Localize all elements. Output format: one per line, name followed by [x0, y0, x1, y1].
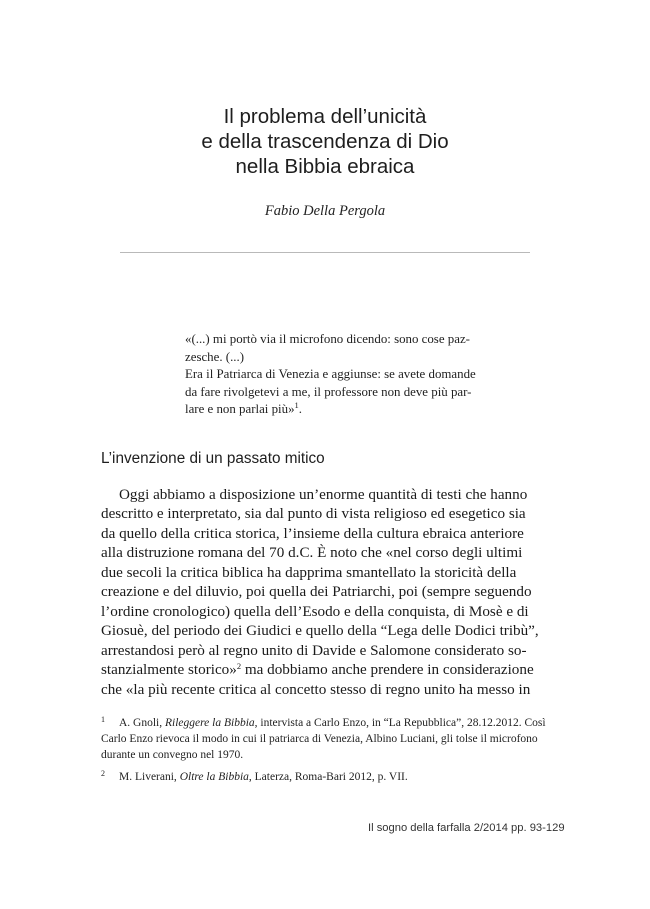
- body-line: creazione e del diluvio, poi quella dei Patriarchi, poi (sempre seguendo: [101, 583, 532, 601]
- epigraph: [185, 331, 530, 419]
- footnote-1-line: durante un convegno nel 1970.: [101, 749, 244, 761]
- footnote-work: Oltre la Bibbia: [179, 771, 249, 783]
- body-line: che «la più recente critica al concetto stesso di regno unito ha messo in: [101, 680, 531, 698]
- title-line: nella Bibbia ebraica: [235, 155, 415, 178]
- article-title: [0, 104, 650, 179]
- footnote-1: [101, 712, 549, 731]
- body-text: ma dobbiamo anche prendere in considerazione: [241, 661, 534, 679]
- journal-footer: Il sogno della farfalla 2/2014 pp. 93-129: [368, 822, 565, 834]
- body-line: descritto e interpretato, sia dal punto di vista religioso ed esegetico sia: [101, 505, 526, 523]
- epigraph-text: lare e non parlai più»: [185, 402, 295, 417]
- footnote-author: M. Liverani,: [119, 771, 180, 783]
- section-heading: L’invenzione di un passato mitico: [101, 450, 325, 467]
- title-line: Il problema dell’unicità: [223, 105, 427, 128]
- epigraph-line: «(...) mi portò via il microfono dicendo: sono cose paz-: [185, 332, 470, 346]
- body-line: [101, 660, 549, 679]
- epigraph-line-last: [185, 401, 530, 419]
- epigraph-line: zesche. (...): [185, 349, 245, 364]
- body-line: l’ordine cronologico) quella dell’Esodo e della conquista, di Mosè e di: [101, 602, 529, 620]
- body-line: Giosuè, del periodo dei Giudici e quello della “Lega delle Dodici tribù”,: [101, 622, 539, 640]
- footnote-number: 2: [101, 769, 105, 778]
- body-paragraph: [101, 485, 549, 699]
- footnote-2: [101, 766, 549, 785]
- epigraph-line: da fare rivolgetevi a me, il professore non deve più par-: [185, 384, 472, 399]
- title-divider: [120, 252, 530, 253]
- footnote-work: Rileggere la Bibbia: [165, 717, 255, 729]
- footnote-ref-1[interactable]: 1: [294, 400, 299, 411]
- article-author: Fabio Della Pergola: [264, 203, 386, 219]
- title-line: e della trascendenza di Dio: [201, 130, 449, 153]
- epigraph-line: Era il Patriarca di Venezia e aggiunse: se avete domande: [185, 367, 476, 382]
- epigraph-end: .: [298, 402, 303, 417]
- footnote-number: 1: [101, 715, 105, 724]
- footnote-rest: , intervista a Carlo Enzo, in “La Repubblica”, 28.12.2012. Così: [254, 717, 546, 729]
- body-line: arrestandosi però al regno unito di Davide e Salomone considerato so-: [101, 641, 527, 659]
- footnotes: [101, 712, 549, 785]
- body-line: Oggi abbiamo a disposizione un’enorme quantità di testi che hanno: [119, 486, 528, 503]
- footnote-1-line: Carlo Enzo rievoca il modo in cui il patriarca di Venezia, Albino Luciani, gli tolse il microfono: [101, 733, 538, 745]
- body-line: due secoli la critica biblica ha dapprima smantellato la storicità della: [101, 563, 517, 581]
- body-line: alla distruzione romana del 70 d.C. È noto che «nel corso degli ultimi: [101, 544, 523, 562]
- body-text: stanzialmente storico»: [101, 661, 237, 679]
- footnote-rest: , Laterza, Roma-Bari 2012, p. VII.: [248, 771, 408, 783]
- footnote-author: A. Gnoli,: [119, 717, 165, 729]
- footnote-ref-2[interactable]: 2: [236, 661, 242, 672]
- body-line: da quello della critica storica, l’insieme della cultura ebraica anteriore: [101, 524, 524, 542]
